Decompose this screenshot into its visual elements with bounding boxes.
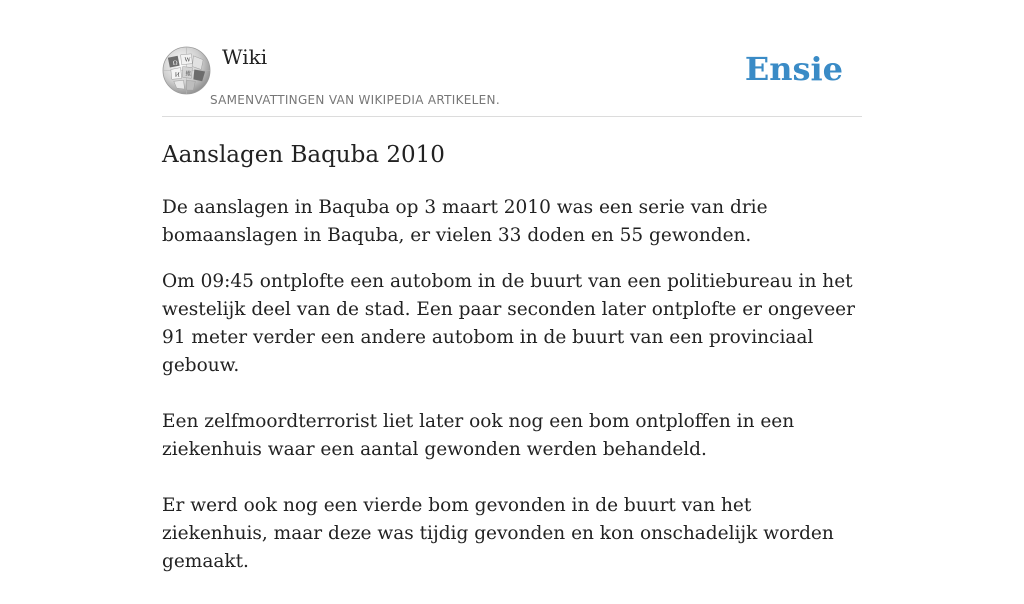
svg-text:И: И bbox=[174, 72, 180, 79]
article-paragraph: Er werd ook nog een vierde bom gevonden in de buurt van het ziekenhuis, maar deze was tijdig gevonden en kon onschadelijk worden gemaakt. bbox=[162, 495, 834, 572]
article bbox=[162, 140, 862, 604]
header bbox=[162, 0, 862, 117]
article-lead: De aanslagen in Baquba op 3 maart 2010 was een serie van drie bomaanslagen in Baquba, er vielen 33 doden en 55 gewonden. bbox=[162, 197, 768, 246]
site-tagline: SAMENVATTINGEN VAN WIKIPEDIA ARTIKELEN. bbox=[210, 93, 500, 107]
article-paragraph: Een zelfmoordterrorist liet later ook nog een bom ontploffen in een ziekenhuis waar een aantal gewonden werden behandeld. bbox=[162, 411, 795, 460]
ensie-brand-link[interactable]: Ensie bbox=[744, 50, 843, 88]
site-name[interactable]: Wiki bbox=[222, 45, 268, 69]
svg-text:Ω: Ω bbox=[172, 60, 178, 67]
wikipedia-globe-icon[interactable] bbox=[162, 46, 211, 95]
svg-text:W: W bbox=[184, 57, 191, 64]
article-paragraph: Om 09:45 ontplofte een autobom in de buurt van een politiebureau in het westelijk deel van de stad. Een paar seconden later ontplofte er ongeveer 91 meter verder een andere autobom in de buurt van een provinciaal gebouw. bbox=[162, 271, 855, 376]
article-title: Aanslagen Baquba 2010 bbox=[162, 142, 445, 168]
svg-text:維: 維 bbox=[185, 71, 192, 78]
